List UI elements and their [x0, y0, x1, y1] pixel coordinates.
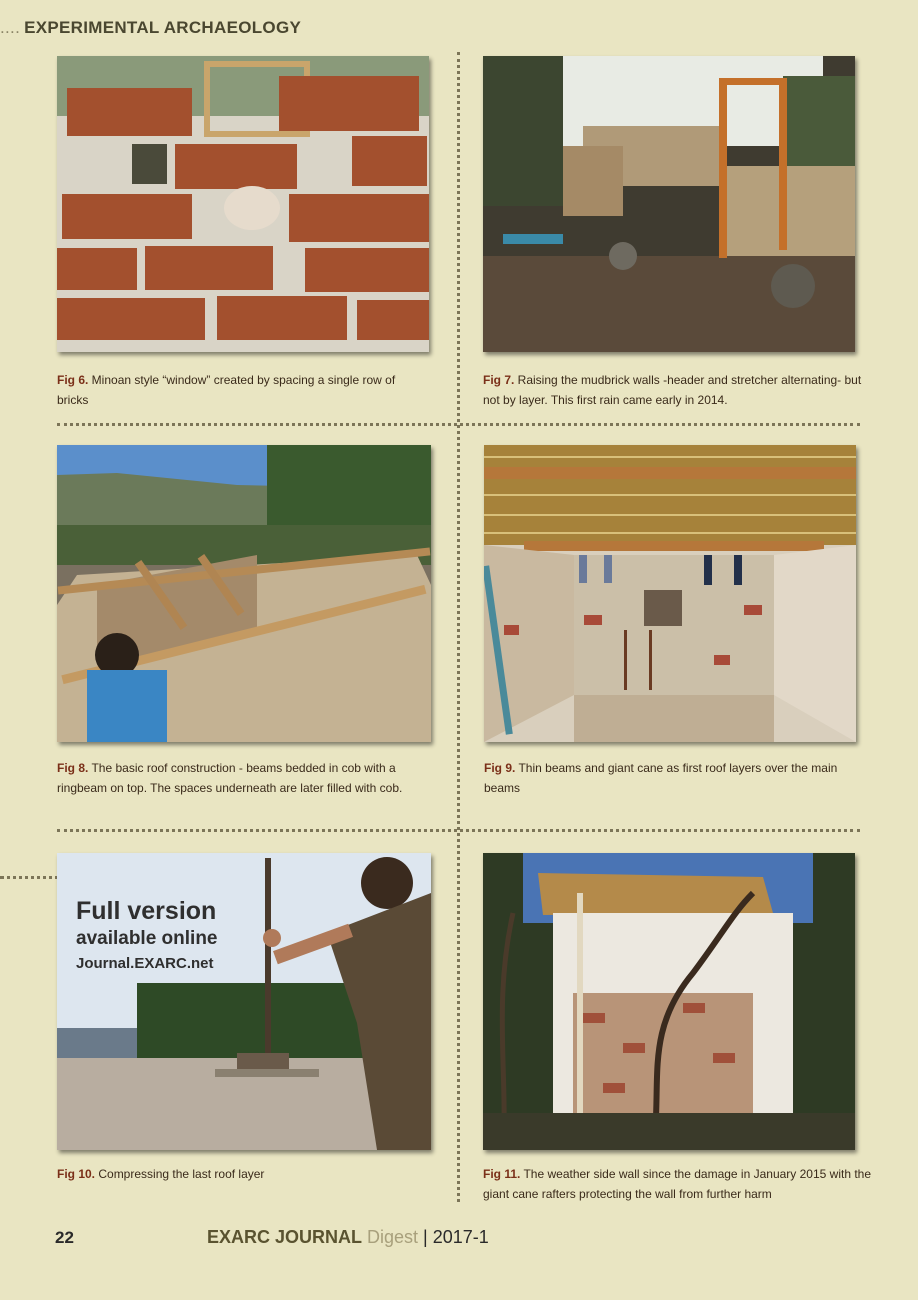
footer-digest: Digest	[362, 1227, 419, 1247]
caption-fig7-label: Fig 7.	[483, 373, 515, 387]
footer-brand	[207, 1227, 489, 1248]
footer-issue: 2017-1	[432, 1227, 489, 1247]
caption-fig6-label: Fig 6.	[57, 373, 89, 387]
caption-fig8-text: The basic roof construction - beams bedded in cob with a ringbeam on top. The spaces underneath are later filled with cob.	[57, 761, 403, 795]
caption-fig10-label: Fig 10.	[57, 1167, 96, 1181]
promo-overlay	[76, 896, 218, 976]
caption-fig9-label: Fig 9.	[484, 761, 516, 775]
promo-line-2: available online	[76, 928, 218, 949]
section-header	[0, 18, 301, 38]
caption-fig9-text: Thin beams and giant cane as first roof layers over the main beams	[484, 761, 838, 795]
footer-separator: |	[418, 1227, 433, 1247]
caption-fig8	[57, 758, 417, 798]
fig9-photo	[484, 445, 856, 742]
fig8-photo	[57, 445, 431, 742]
caption-fig10-text: Compressing the last roof layer	[95, 1167, 265, 1181]
page-number: 22	[55, 1228, 74, 1247]
section-title: EXPERIMENTAL ARCHAEOLOGY	[24, 18, 302, 37]
caption-fig9	[484, 758, 864, 798]
horizontal-divider-1	[57, 423, 860, 426]
caption-fig8-label: Fig 8.	[57, 761, 89, 775]
horizontal-divider-2	[57, 829, 860, 832]
caption-fig11	[483, 1164, 873, 1204]
caption-fig6-text: Minoan style “window” created by spacing a single row of bricks	[57, 373, 396, 407]
fig7-photo	[483, 56, 855, 352]
caption-fig7-text: Raising the mudbrick walls -header and stretcher alternating- but not by layer. This first rain came early in 2014.	[483, 373, 862, 407]
fig11-photo	[483, 853, 855, 1150]
caption-fig6	[57, 370, 427, 410]
vertical-divider	[457, 52, 460, 1202]
footer-journal: EXARC JOURNAL	[207, 1227, 363, 1247]
promo-link[interactable]: Journal.EXARC.net	[76, 955, 214, 972]
caption-fig7	[483, 370, 863, 410]
caption-fig11-text: The weather side wall since the damage in January 2015 with the giant cane rafters protecting the wall from further harm	[483, 1167, 872, 1201]
fig6-photo	[57, 56, 429, 352]
caption-fig11-label: Fig 11.	[483, 1167, 521, 1181]
header-dots: ....	[0, 18, 21, 37]
caption-fig10	[57, 1164, 427, 1184]
promo-line-1: Full version	[76, 897, 217, 925]
